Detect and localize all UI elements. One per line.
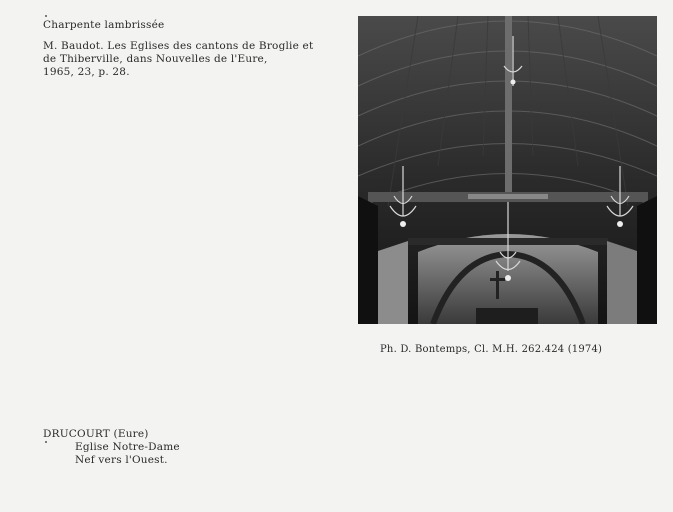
document-title: Charpente lambrissée [43, 19, 165, 31]
location-block [43, 428, 180, 467]
bibliographic-reference [43, 40, 313, 79]
commune-name: DRUCOURT (Eure) [43, 428, 149, 440]
bullet-mark [45, 15, 47, 17]
view-description: Nef vers l'Ouest. [75, 454, 168, 466]
building-name: Eglise Notre-Dame [75, 441, 180, 453]
photo-credit: Ph. D. Bontemps, Cl. M.H. 262.424 (1974) [380, 344, 603, 355]
bullet-mark [45, 441, 47, 443]
reference-line-3: 1965, 23, p. 28. [43, 66, 130, 78]
reference-line-1: M. Baudot. Les Eglises des cantons de Broglie et [43, 40, 314, 52]
reference-line-2: de Thiberville, dans Nouvelles de l'Eure, [43, 53, 268, 65]
church-nave-photograph [358, 16, 657, 324]
nave-vault-illustration [358, 16, 657, 324]
